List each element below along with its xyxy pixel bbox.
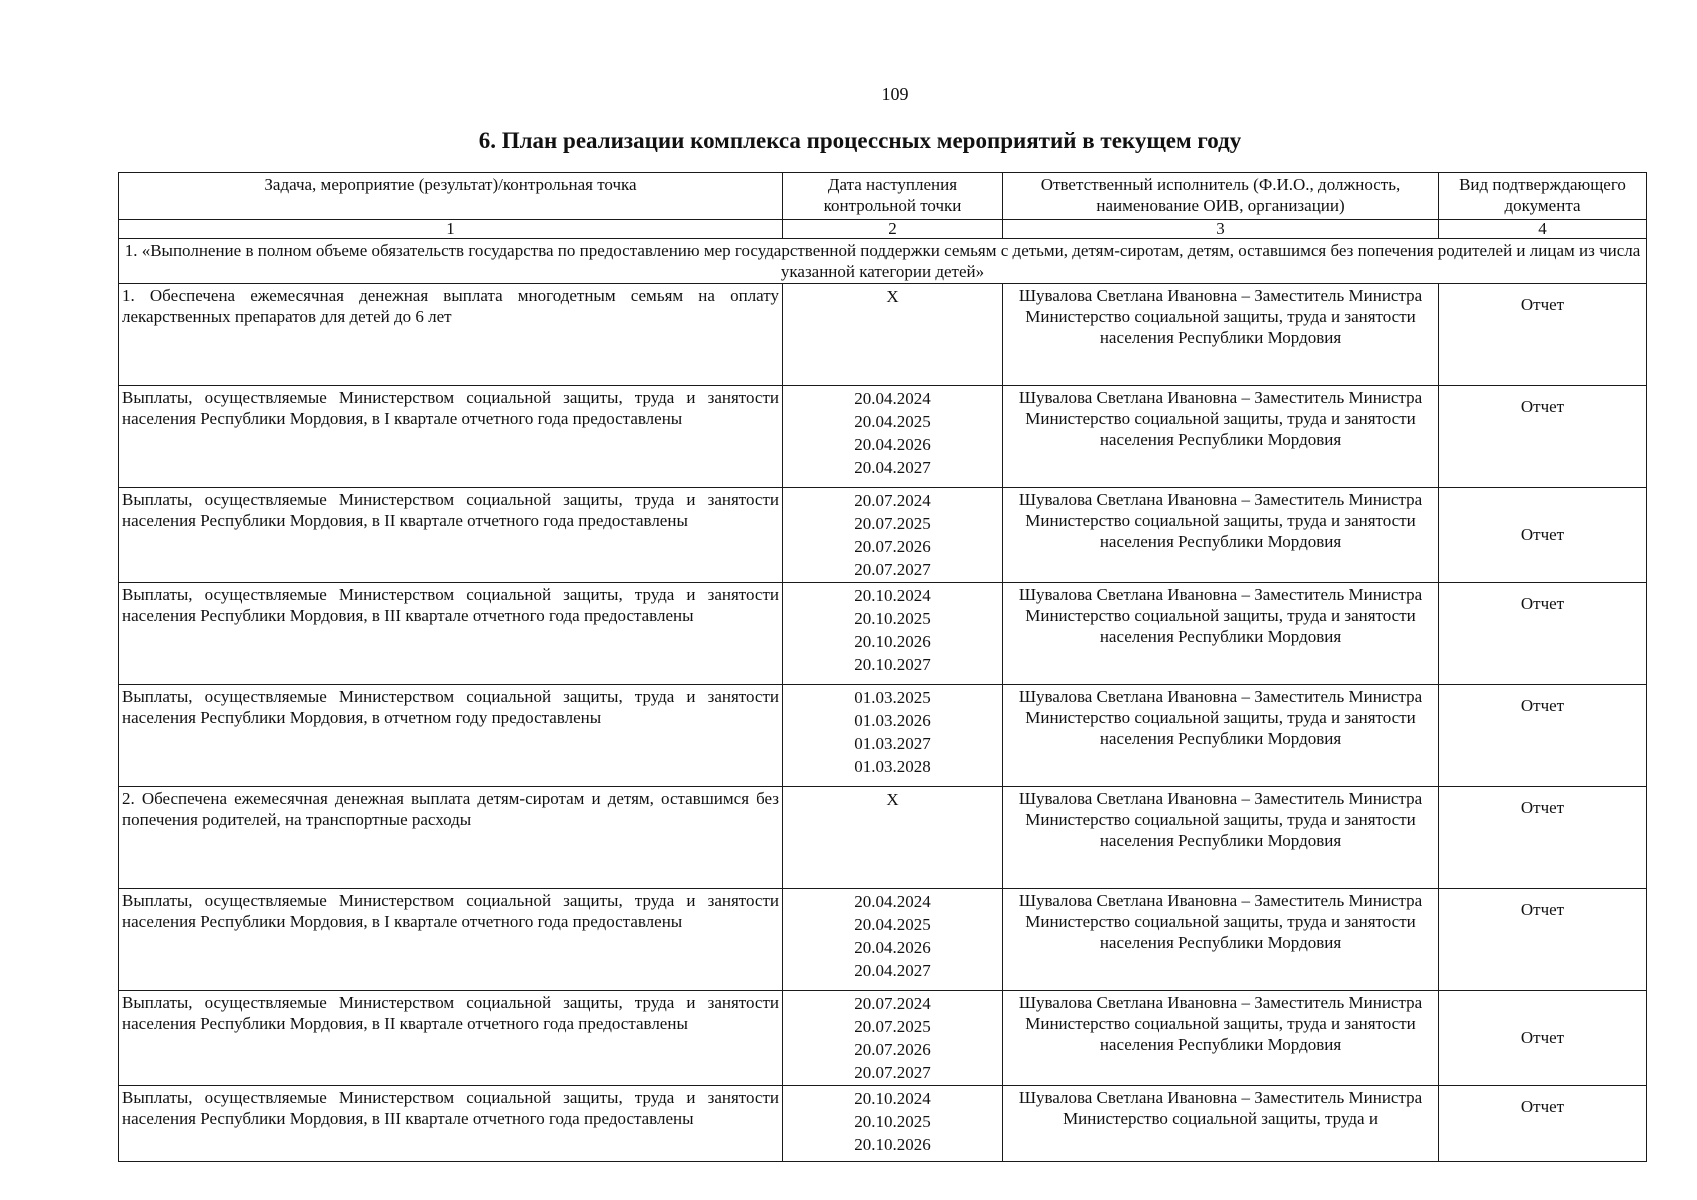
date-value: 20.07.2024	[854, 994, 931, 1013]
row-responsible	[1003, 284, 1439, 386]
date-value: 20.10.2026	[854, 632, 931, 651]
responsible-name: Шувалова Светлана Ивановна – Заместитель Министра	[1018, 585, 1423, 604]
date-value: 20.07.2025	[854, 514, 931, 533]
row-document-type: Отчет	[1439, 787, 1647, 889]
row-responsible	[1003, 685, 1439, 787]
row-label: Выплаты, осуществляемые Министерством социальной защиты, труда и занятости населения Республики Мордовия, в I квартале отчетного года предоставлены	[119, 386, 783, 488]
date-value: 20.10.2025	[854, 1112, 931, 1131]
date-value: X	[886, 790, 899, 809]
row-label: 1. Обеспечена ежемесячная денежная выплата многодетным семьям на оплату лекарственных препаратов для детей до 6 лет	[119, 284, 783, 386]
table-row	[119, 583, 1647, 685]
row-responsible	[1003, 1086, 1439, 1162]
responsible-org: Министерство социальной защиты, труда и занятости населения Республики Мордовия	[1025, 912, 1416, 952]
row-label: Выплаты, осуществляемые Министерством социальной защиты, труда и занятости населения Республики Мордовия, в III квартале отчетного года предоставлены	[119, 583, 783, 685]
row-label: Выплаты, осуществляемые Министерством социальной защиты, труда и занятости населения Республики Мордовия, в I квартале отчетного года предоставлены	[119, 889, 783, 991]
header-date: Дата наступления контрольной точки	[783, 173, 1003, 220]
header-responsible: Ответственный исполнитель (Ф.И.О., должность, наименование ОИВ, организации)	[1003, 173, 1439, 220]
date-value: 20.04.2024	[854, 892, 931, 911]
row-dates	[783, 583, 1003, 685]
row-label: 2. Обеспечена ежемесячная денежная выплата детям-сиротам и детям, оставшимся без попечения родителей, на транспортные расходы	[119, 787, 783, 889]
row-dates	[783, 991, 1003, 1086]
row-dates	[783, 488, 1003, 583]
table-row	[119, 991, 1647, 1086]
responsible-name: Шувалова Светлана Ивановна – Заместитель Министра	[1018, 388, 1423, 407]
row-document-type: Отчет	[1439, 685, 1647, 787]
row-responsible	[1003, 787, 1439, 889]
date-value: 20.10.2024	[854, 586, 931, 605]
row-responsible	[1003, 488, 1439, 583]
date-value: 20.07.2024	[854, 491, 931, 510]
responsible-name: Шувалова Светлана Ивановна – Заместитель Министра	[1018, 687, 1423, 706]
row-document-type: Отчет	[1439, 583, 1647, 685]
table-row	[119, 284, 1647, 386]
plan-table	[118, 172, 1647, 1162]
column-number-row	[119, 220, 1647, 239]
responsible-org: Министерство социальной защиты, труда и занятости населения Республики Мордовия	[1025, 409, 1416, 449]
header-task: Задача, мероприятие (результат)/контрольная точка	[119, 173, 783, 220]
date-value: 01.03.2026	[854, 711, 931, 730]
row-responsible	[1003, 386, 1439, 488]
table-row	[119, 488, 1647, 583]
table-row	[119, 386, 1647, 488]
responsible-org: Министерство социальной защиты, труда и занятости населения Республики Мордовия	[1025, 511, 1416, 551]
date-value: 20.10.2025	[854, 609, 931, 628]
date-value: 20.04.2025	[854, 915, 931, 934]
date-value: 20.07.2027	[854, 560, 931, 579]
date-value: 20.10.2024	[854, 1089, 931, 1108]
page-title: 6. План реализации комплекса процессных мероприятий в текущем году	[478, 128, 1242, 153]
date-value: 20.04.2026	[854, 435, 931, 454]
date-value: 01.03.2028	[854, 757, 931, 776]
responsible-name: Шувалова Светлана Ивановна – Заместитель Министра	[1018, 891, 1423, 910]
responsible-org: Министерство социальной защиты, труда и	[1063, 1109, 1378, 1128]
date-value: 01.03.2027	[854, 734, 931, 753]
date-value: 20.07.2026	[854, 537, 931, 556]
column-number: 3	[1003, 220, 1439, 239]
table-body	[119, 284, 1647, 1162]
row-document-type: Отчет	[1439, 1086, 1647, 1162]
date-value: 20.10.2026	[854, 1135, 931, 1154]
row-document-type: Отчет	[1439, 889, 1647, 991]
responsible-name: Шувалова Светлана Ивановна – Заместитель Министра	[1018, 490, 1423, 509]
date-value: 20.07.2025	[854, 1017, 931, 1036]
date-value: 20.04.2026	[854, 938, 931, 957]
date-value: 20.04.2027	[854, 458, 931, 477]
column-number: 2	[783, 220, 1003, 239]
row-document-type: Отчет	[1439, 284, 1647, 386]
responsible-org: Министерство социальной защиты, труда и занятости населения Республики Мордовия	[1025, 810, 1416, 850]
row-dates	[783, 386, 1003, 488]
date-value: 20.04.2027	[854, 961, 931, 980]
table-header-row	[119, 173, 1647, 220]
date-value: 20.07.2026	[854, 1040, 931, 1059]
responsible-name: Шувалова Светлана Ивановна – Заместитель Министра	[1018, 789, 1423, 808]
date-value: 20.04.2025	[854, 412, 931, 431]
row-dates	[783, 1086, 1003, 1162]
responsible-org: Министерство социальной защиты, труда и занятости населения Республики Мордовия	[1025, 307, 1416, 347]
task-title: 1. «Выполнение в полном объеме обязательств государства по предоставлению мер государственной поддержки семьям с детьми, детям-сиротам, детям, оставшимся без попечения родителей и лицам из числа указанной категории детей»	[119, 239, 1647, 284]
table-row	[119, 1086, 1647, 1162]
table-row	[119, 889, 1647, 991]
row-dates	[783, 685, 1003, 787]
date-value: X	[886, 287, 899, 306]
column-number: 4	[1439, 220, 1647, 239]
row-label: Выплаты, осуществляемые Министерством социальной защиты, труда и занятости населения Республики Мордовия, в III квартале отчетного года предоставлены	[119, 1086, 783, 1162]
row-label: Выплаты, осуществляемые Министерством социальной защиты, труда и занятости населения Республики Мордовия, в II квартале отчетного года предоставлены	[119, 488, 783, 583]
table-row	[119, 685, 1647, 787]
row-dates	[783, 889, 1003, 991]
page-number: 109	[881, 84, 909, 104]
responsible-org: Министерство социальной защиты, труда и занятости населения Республики Мордовия	[1025, 1014, 1416, 1054]
header-document: Вид подтверждающего документа	[1439, 173, 1647, 220]
row-dates	[783, 284, 1003, 386]
row-document-type: Отчет	[1439, 386, 1647, 488]
row-responsible	[1003, 991, 1439, 1086]
row-document-type: Отчет	[1439, 488, 1647, 583]
task-row	[119, 239, 1647, 284]
row-label: Выплаты, осуществляемые Министерством социальной защиты, труда и занятости населения Республики Мордовия, в II квартале отчетного года предоставлены	[119, 991, 783, 1086]
responsible-name: Шувалова Светлана Ивановна – Заместитель Министра	[1018, 993, 1423, 1012]
row-label: Выплаты, осуществляемые Министерством социальной защиты, труда и занятости населения Республики Мордовия, в отчетном году предоставлены	[119, 685, 783, 787]
row-document-type: Отчет	[1439, 991, 1647, 1086]
row-responsible	[1003, 889, 1439, 991]
responsible-name: Шувалова Светлана Ивановна – Заместитель Министра	[1018, 1088, 1423, 1107]
responsible-org: Министерство социальной защиты, труда и занятости населения Республики Мордовия	[1025, 606, 1416, 646]
date-value: 20.04.2024	[854, 389, 931, 408]
responsible-name: Шувалова Светлана Ивановна – Заместитель Министра	[1018, 286, 1423, 305]
column-number: 1	[119, 220, 783, 239]
date-value: 20.07.2027	[854, 1063, 931, 1082]
date-value: 01.03.2025	[854, 688, 931, 707]
date-value: 20.10.2027	[854, 655, 931, 674]
responsible-org: Министерство социальной защиты, труда и занятости населения Республики Мордовия	[1025, 708, 1416, 748]
row-dates	[783, 787, 1003, 889]
row-responsible	[1003, 583, 1439, 685]
table-row	[119, 787, 1647, 889]
